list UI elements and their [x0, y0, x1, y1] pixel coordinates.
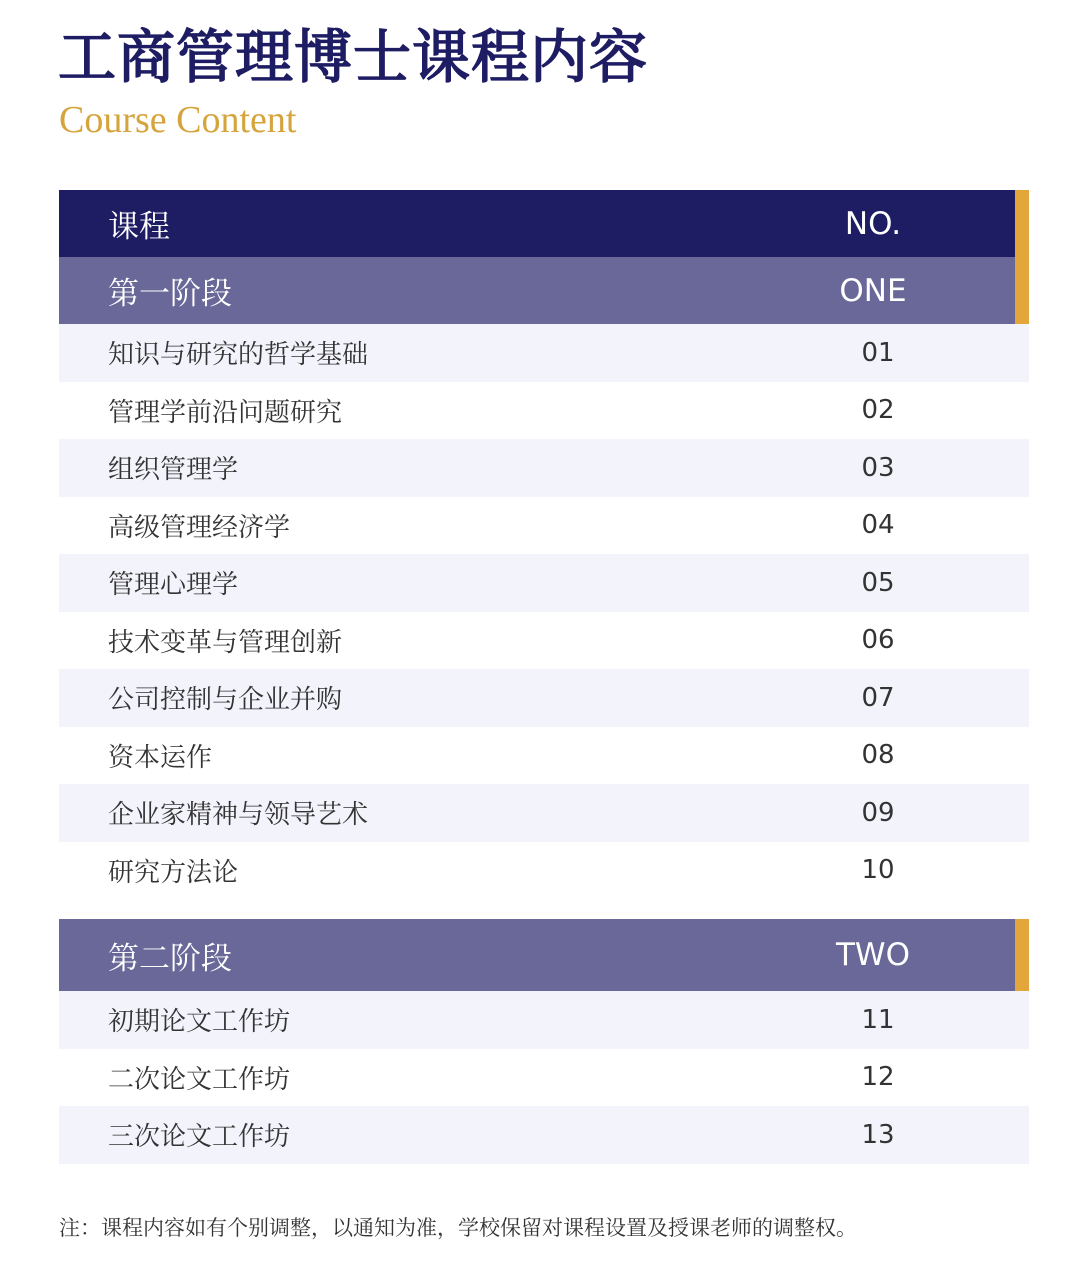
- course-name: 二次论文工作坊: [108, 1064, 291, 1095]
- course-name: 企业家精神与领导艺术: [108, 800, 369, 831]
- course-table-stage-one: [59, 190, 1029, 899]
- header-course-label: 课程: [108, 209, 170, 245]
- stage-number: ONE: [839, 272, 907, 309]
- stage-number: TWO: [836, 937, 910, 973]
- course-number: 08: [861, 740, 895, 771]
- course-name: 知识与研究的哲学基础: [108, 340, 369, 371]
- table-row: [59, 497, 1029, 555]
- table-row: [59, 669, 1029, 727]
- course-number: 10: [861, 855, 895, 886]
- course-number: 07: [861, 682, 895, 713]
- course-name: 研究方法论: [108, 857, 239, 888]
- table-row: [59, 784, 1029, 842]
- course-table-stage-two: [59, 919, 1029, 1164]
- footnote: 注：课程内容如有个别调整，以通知为准，学校保留对课程设置及授课老师的调整权。: [59, 1216, 857, 1240]
- header-no-label: NO.: [844, 205, 902, 242]
- page-subtitle: Course Content: [59, 99, 297, 141]
- course-number: 05: [861, 567, 895, 598]
- table-row: [59, 727, 1029, 785]
- page-title: 工商管理博士课程内容: [58, 23, 649, 91]
- course-name: 三次论文工作坊: [108, 1122, 291, 1153]
- header-accent-bar: [1015, 190, 1029, 257]
- course-number: 13: [861, 1119, 895, 1150]
- course-number: 04: [861, 510, 895, 541]
- course-name: 组织管理学: [108, 455, 239, 486]
- course-number: 09: [861, 797, 895, 828]
- course-number: 01: [861, 337, 895, 368]
- stage-name: 第二阶段: [108, 940, 232, 977]
- table-row: [59, 991, 1029, 1049]
- course-name: 初期论文工作坊: [108, 1007, 291, 1038]
- table-row: [59, 842, 1029, 900]
- stage-accent-bar: [1015, 919, 1029, 991]
- course-number: 03: [861, 452, 895, 483]
- table-row: [59, 1049, 1029, 1107]
- table-header-row: [59, 190, 1029, 257]
- course-number: 11: [861, 1004, 895, 1035]
- course-number: 12: [861, 1062, 895, 1093]
- course-name: 高级管理经济学: [108, 512, 291, 543]
- course-name: 管理学前沿问题研究: [108, 397, 343, 428]
- course-name: 资本运作: [108, 742, 213, 773]
- table-row: [59, 439, 1029, 497]
- stage-accent-bar: [1015, 257, 1029, 324]
- table-row: [59, 324, 1029, 382]
- table-row: [59, 612, 1029, 670]
- table-row: [59, 382, 1029, 440]
- stage-header-row: [59, 919, 1029, 991]
- stage-header-row: [59, 257, 1029, 324]
- course-name: 管理心理学: [108, 570, 239, 601]
- stage-name: 第一阶段: [108, 276, 232, 312]
- table-row: [59, 1106, 1029, 1164]
- course-name: 公司控制与企业并购: [108, 685, 343, 716]
- course-number: 06: [861, 625, 895, 656]
- course-number: 02: [861, 395, 895, 426]
- table-row: [59, 554, 1029, 612]
- course-name: 技术变革与管理创新: [108, 627, 343, 658]
